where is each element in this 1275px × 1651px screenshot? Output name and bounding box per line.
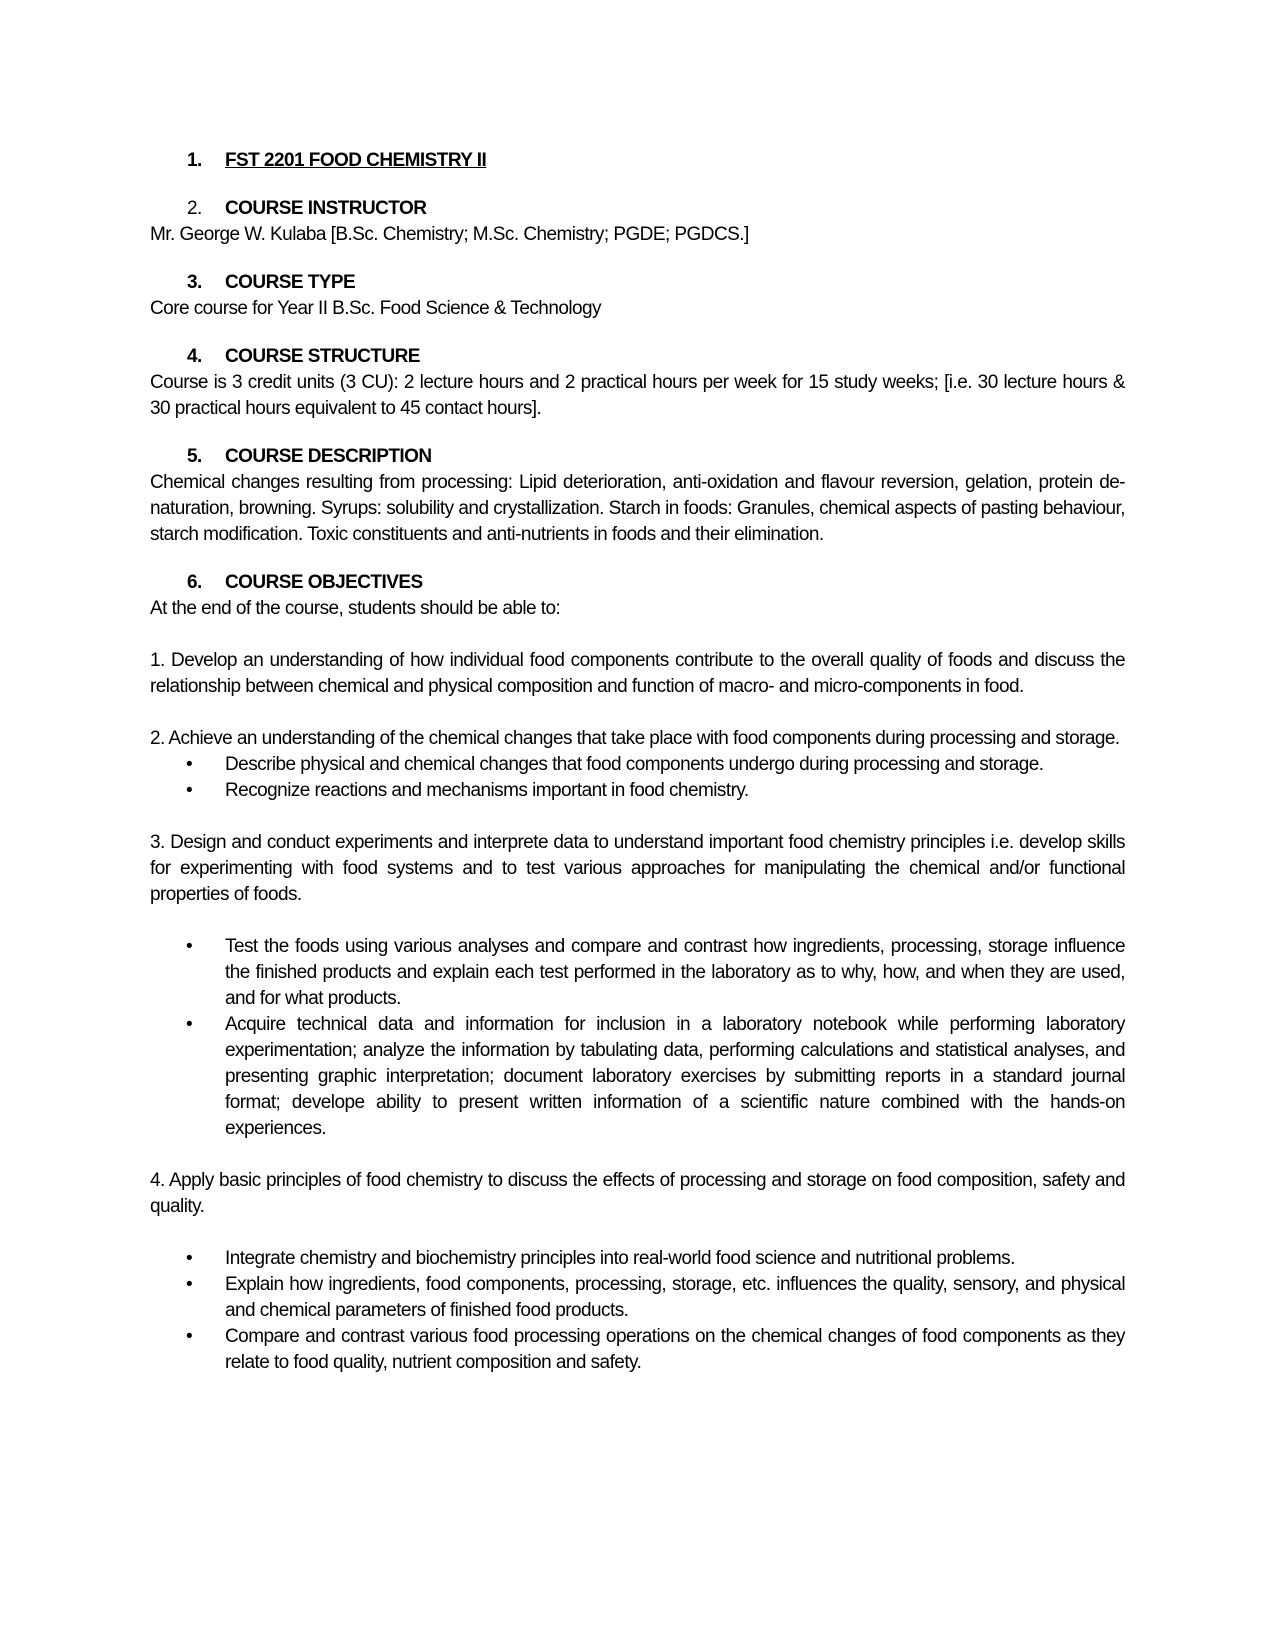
instructor-text: Mr. George W. Kulaba [B.Sc. Chemistry; M.Sc. Chemistry; PGDE; PGDCS.]: [150, 224, 749, 245]
course-description-text: Chemical changes resulting from processing: Lipid deterioration, anti-oxidation and flavour reversion, gelation, protein de-naturation, browning. Syrups: solubility and crystallization. Starch in foods: Granules, chemical aspects of pasting behaviour, starch modification. Toxic constituents and anti-nutrients in foods and their elimination.: [150, 472, 1125, 545]
objective-3: 3. Design and conduct experiments and interprete data to understand important food chemistry principles i.e. develop skills for experimenting with food systems and to test various approaches for manipulating the chemical and/or functional properties of foods.: [150, 832, 1125, 905]
objective-1: 1. Develop an understanding of how individual food components contribute to the overall quality of foods and discuss the relationship between chemical and physical composition and function of macro- and micro-components in food.: [150, 650, 1125, 697]
bullet-icon: •: [186, 1326, 193, 1347]
section-4-heading: [187, 344, 1125, 370]
list-item: • Recognize reactions and mechanisms important in food chemistry.: [150, 778, 1125, 804]
list-item: • Acquire technical data and information for inclusion in a laboratory notebook while performing laboratory experimentation; analyze the information by tabulating data, performing calculations and statistical analyses, and presenting graphic interpretation; document laboratory exercises by submitting reports in a standard journal format; develope ability to present written information of a scientific nature combined with the hands-on experiences.: [186, 1014, 1125, 1139]
list-item: • Integrate chemistry and biochemistry principles into real-world food science and nutritional problems.: [150, 1246, 1125, 1272]
objective-3-list: [150, 934, 1125, 1142]
list-item: • Describe physical and chemical changes that food components undergo during processing and storage.: [150, 752, 1125, 778]
section-title: COURSE TYPE: [225, 272, 356, 293]
bullet-icon: •: [186, 1274, 193, 1295]
section-3-heading: [187, 270, 1125, 296]
section-number: 1.: [187, 150, 202, 171]
objective-4-list: [150, 1246, 1125, 1376]
bullet-icon: •: [186, 936, 193, 957]
course-title: FST 2201 FOOD CHEMISTRY II: [225, 150, 487, 171]
course-structure-text: Course is 3 credit units (3 CU): 2 lecture hours and 2 practical hours per week for 15 study weeks; [i.e. 30 lecture hours & 30 practical hours equivalent to 45 contact hours].: [150, 372, 1125, 419]
section-number: 6.: [187, 572, 202, 593]
section-title: COURSE INSTRUCTOR: [225, 198, 427, 219]
section-1-heading: [187, 148, 1125, 174]
list-item: • Explain how ingredients, food components, processing, storage, etc. influences the quality, sensory, and physical and chemical parameters of finished food products.: [186, 1274, 1125, 1321]
objective-2-list: [150, 752, 1125, 804]
section-number: 3.: [187, 272, 202, 293]
list-item: • Test the foods using various analyses and compare and contrast how ingredients, processing, storage influence the finished products and explain each test performed in the laboratory as to why, how, and when they are used, and for what products.: [186, 936, 1125, 1009]
section-6-heading: [187, 570, 1125, 596]
section-5-heading: [187, 444, 1125, 470]
bullet-icon: •: [186, 780, 193, 801]
section-number: 4.: [187, 346, 202, 367]
bullet-icon: •: [186, 754, 193, 775]
bullet-icon: •: [186, 1014, 193, 1035]
section-title: COURSE OBJECTIVES: [225, 572, 423, 593]
objectives-intro: At the end of the course, students should be able to:: [150, 598, 561, 619]
list-item: • Compare and contrast various food processing operations on the chemical changes of food components as they relate to food quality, nutrient composition and safety.: [186, 1326, 1125, 1373]
objective-4: 4. Apply basic principles of food chemistry to discuss the effects of processing and storage on food composition, safety and quality.: [150, 1170, 1125, 1217]
bullet-icon: •: [186, 1248, 193, 1269]
course-type-text: Core course for Year II B.Sc. Food Science & Technology: [150, 298, 602, 319]
section-number: 5.: [187, 446, 202, 467]
section-2-heading: [187, 196, 1125, 222]
section-title: COURSE STRUCTURE: [225, 346, 420, 367]
objective-2: 2. Achieve an understanding of the chemical changes that take place with food components during processing and storage.: [150, 728, 1120, 749]
section-number: 2.: [187, 198, 202, 219]
section-title: COURSE DESCRIPTION: [225, 446, 432, 467]
